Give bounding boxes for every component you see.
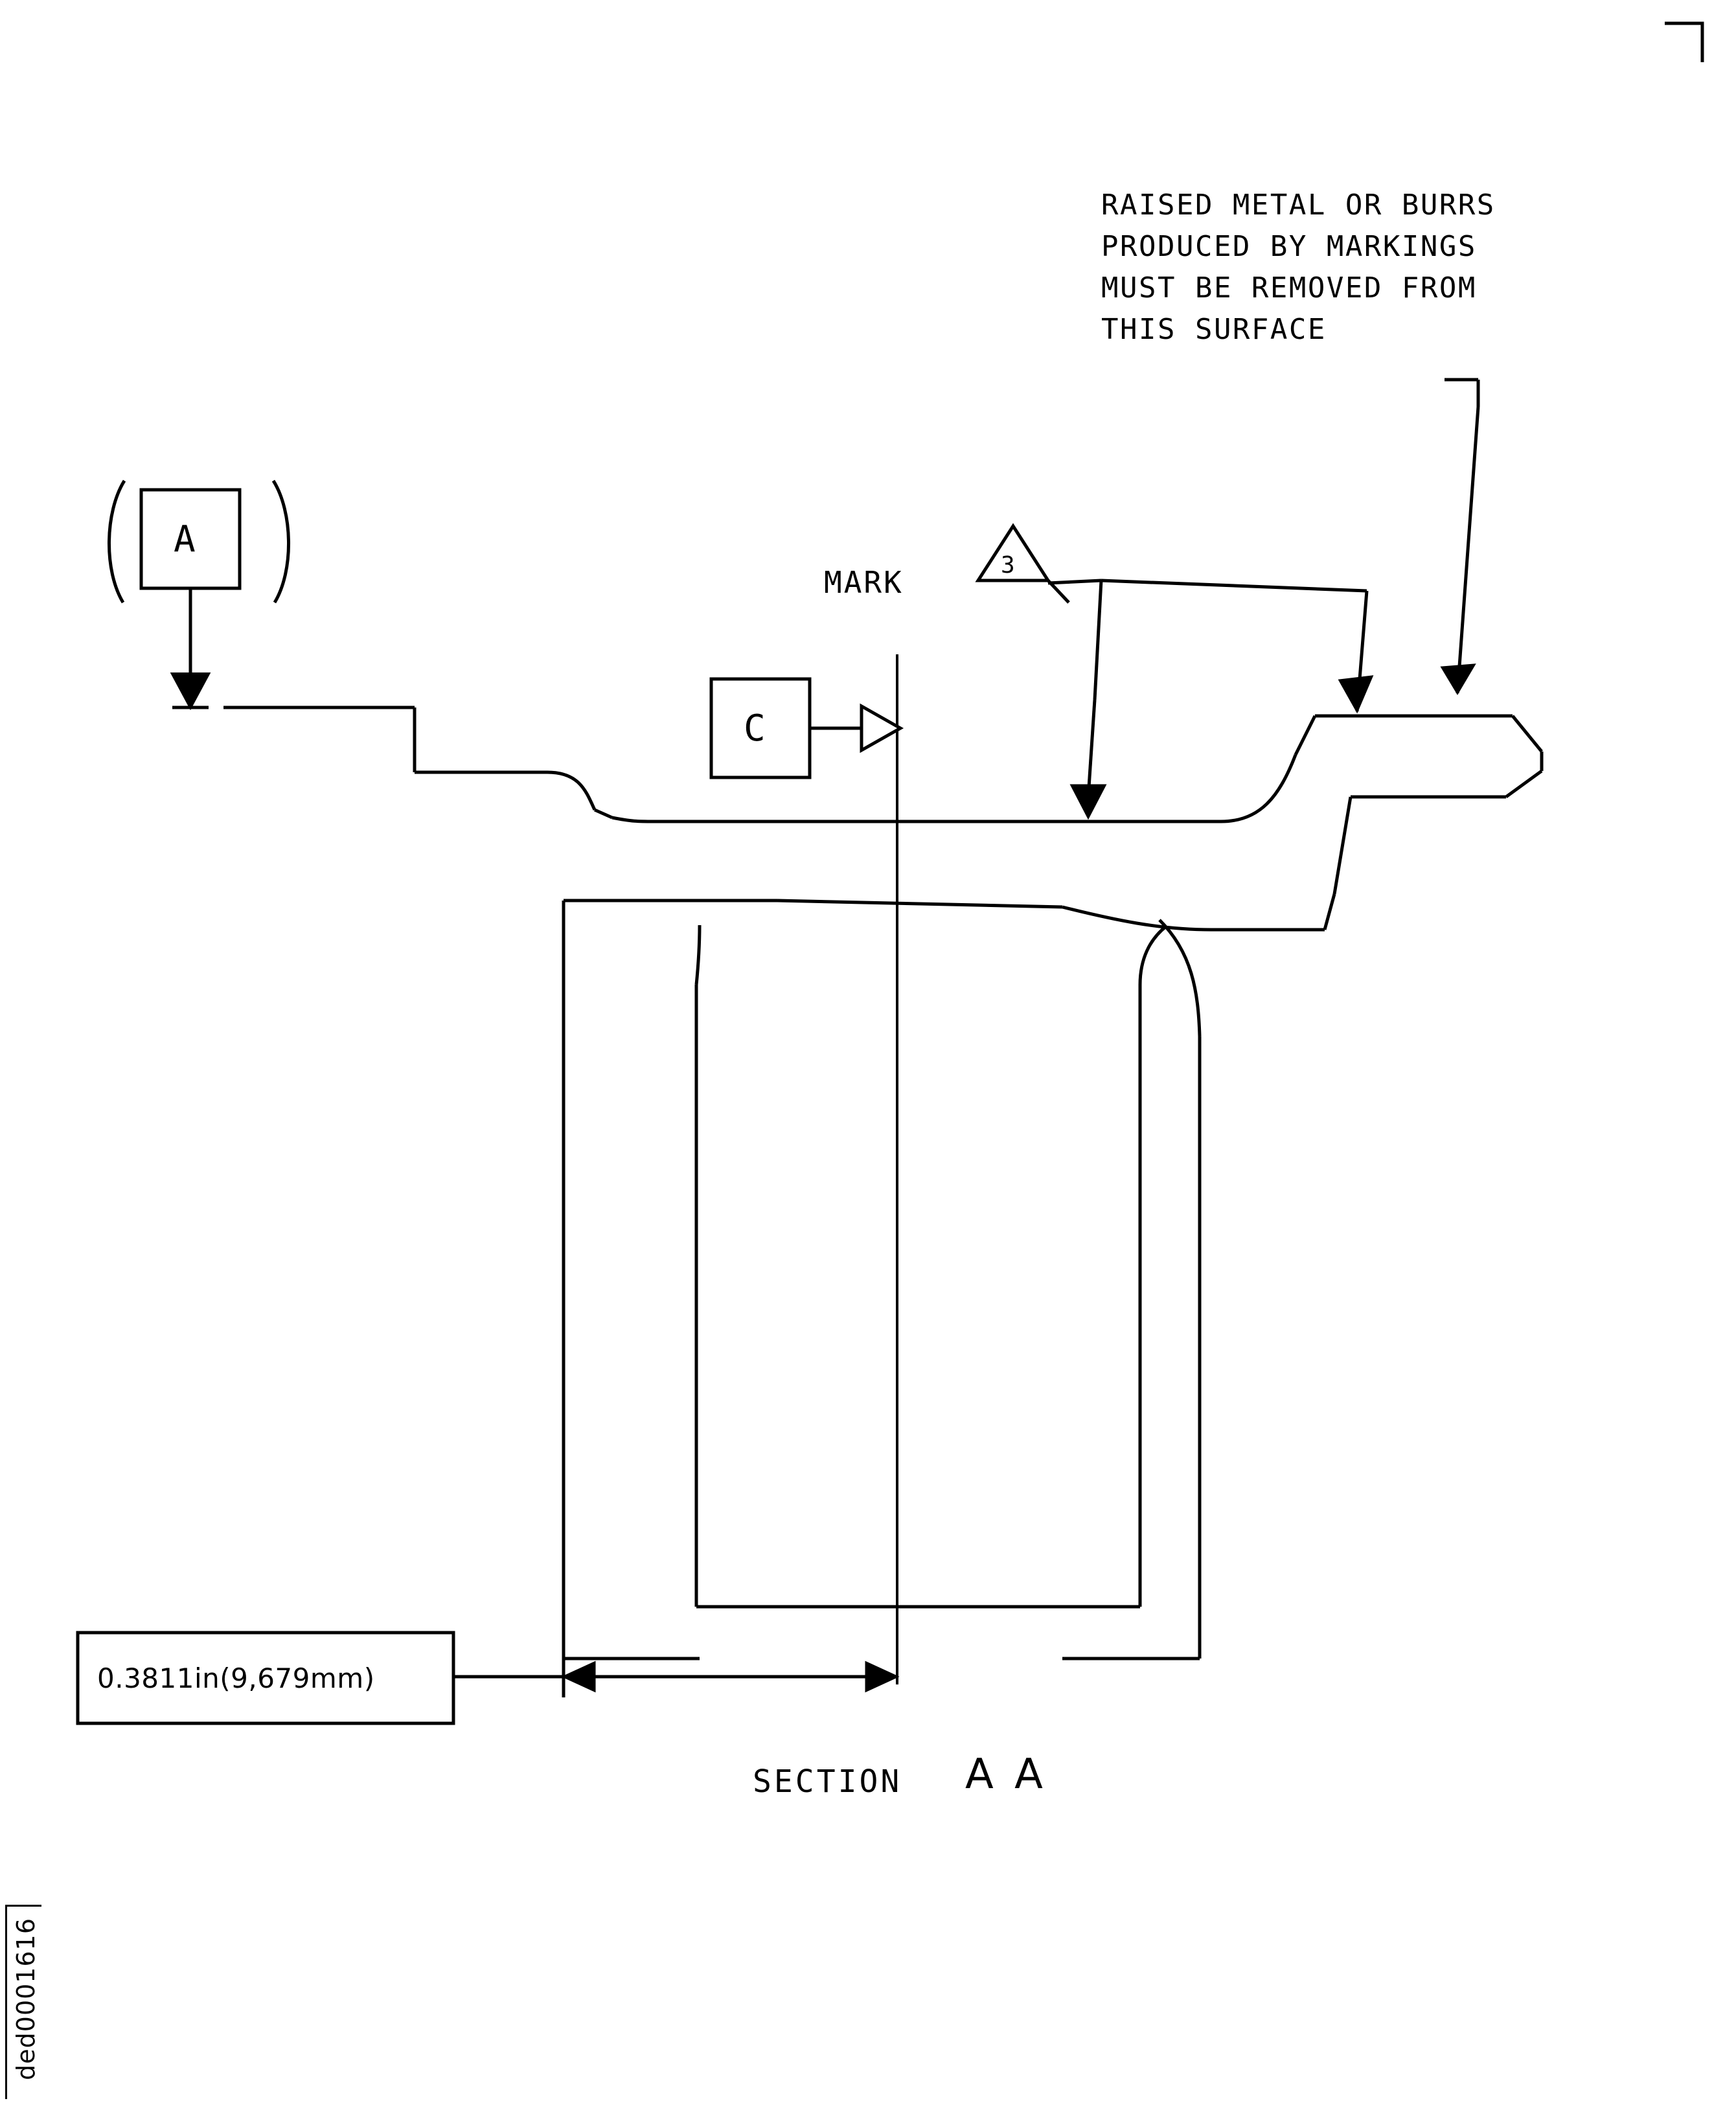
datum-a-letter: A xyxy=(174,518,196,560)
corner-crop-mark xyxy=(1665,23,1702,62)
datum-c-letter: C xyxy=(744,707,766,750)
mark-flag-number: 3 xyxy=(1001,552,1016,579)
side-code: ded0001616 xyxy=(12,1918,40,2080)
dimension-value: 0.3811in(9,679mm) xyxy=(97,1662,375,1694)
datum-c-symbol-group xyxy=(711,679,900,777)
section-title-word: SECTION xyxy=(753,1763,902,1800)
note-leader-line xyxy=(1442,380,1478,693)
part-cross-section xyxy=(223,707,1542,1660)
mark-leader-lines xyxy=(1048,580,1372,818)
mark-flag-triangle xyxy=(978,526,1069,603)
surface-note-line-3: MUST BE REMOVED FROM xyxy=(1101,271,1477,304)
mark-label: MARK xyxy=(824,565,904,600)
surface-note-line-4: THIS SURFACE xyxy=(1101,313,1327,346)
dimension-line-group xyxy=(78,902,897,1723)
datum-a-symbol-group xyxy=(109,481,288,707)
surface-note-line-1: RAISED METAL OR BURRS xyxy=(1101,189,1496,222)
section-title-view: A A xyxy=(965,1751,1047,1798)
surface-note-line-2: PRODUCED BY MARKINGS xyxy=(1101,230,1477,263)
